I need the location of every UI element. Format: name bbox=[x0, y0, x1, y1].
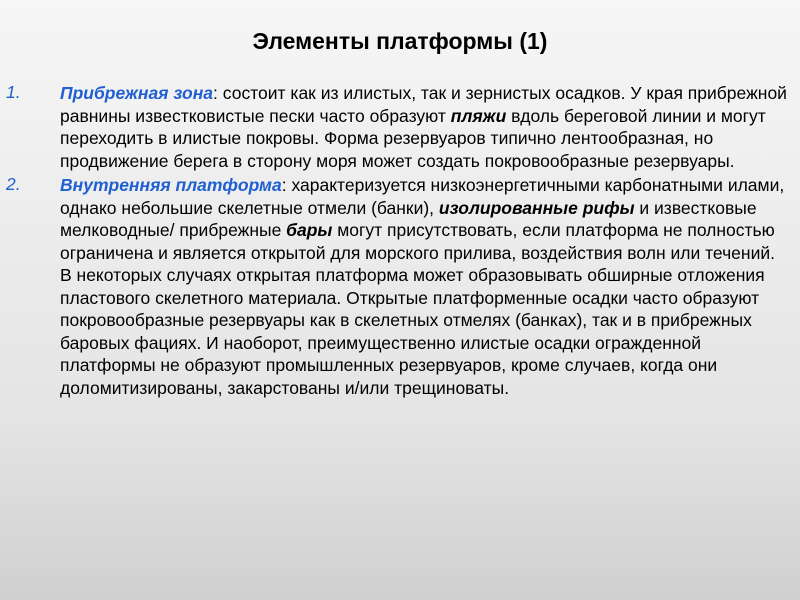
text-part: вдоль береговой линии и могут переходить в илистые покровы. Форма резервуаров типично лентообразная, но продвижение берега в сторону моря может создать покровообразные резервуары. bbox=[60, 105, 766, 171]
text-part: могут присутствовать, если платформа не полностью ограничена и является открытой для морского прилива, воздействия волн или течений. В некоторых случаях открытая платформа может образовывать обширные отложения пластового скелетного материала. Открытые платформенные осадки часто образуют покровообразные резервуары как в скелетных отмелях (банках), так и в прибрежных баровых фациях. И наоборот, преимущественно илистые осадки огражденной платформы не образуют промышленных резервуаров, кроме случаев, когда они доломитизированы, закарстованы и/или трещиноваты. bbox=[60, 220, 775, 398]
list-item-coastal-zone bbox=[0, 82, 800, 172]
item-number: 2. bbox=[6, 174, 21, 194]
slide-title: Элементы платформы (1) bbox=[252, 28, 548, 54]
item-text bbox=[60, 174, 790, 399]
emphasis-beaches: пляжи bbox=[450, 105, 507, 126]
item-number: 1. bbox=[6, 82, 21, 102]
list-item-inner-platform bbox=[0, 174, 800, 399]
emphasis-isolated-reefs: изолированные рифы bbox=[438, 197, 635, 218]
term-inner-platform: Внутренняя платформа bbox=[60, 175, 282, 195]
text-part: : состоит как из илистых, так и зернистых осадков. У края прибрежной равнины известковистые пески часто образуют bbox=[60, 83, 787, 126]
term-coastal-zone: Прибрежная зона bbox=[60, 83, 214, 103]
item-text bbox=[60, 82, 790, 172]
text-part: : характеризуется низкоэнергетичными карбонатными илами, однако небольшие скелетные отмели (банки), bbox=[60, 175, 785, 218]
text-part: и известковые мелководные/ прибрежные bbox=[60, 197, 757, 240]
bullet-list bbox=[0, 82, 800, 401]
emphasis-bars: бары bbox=[286, 220, 333, 240]
